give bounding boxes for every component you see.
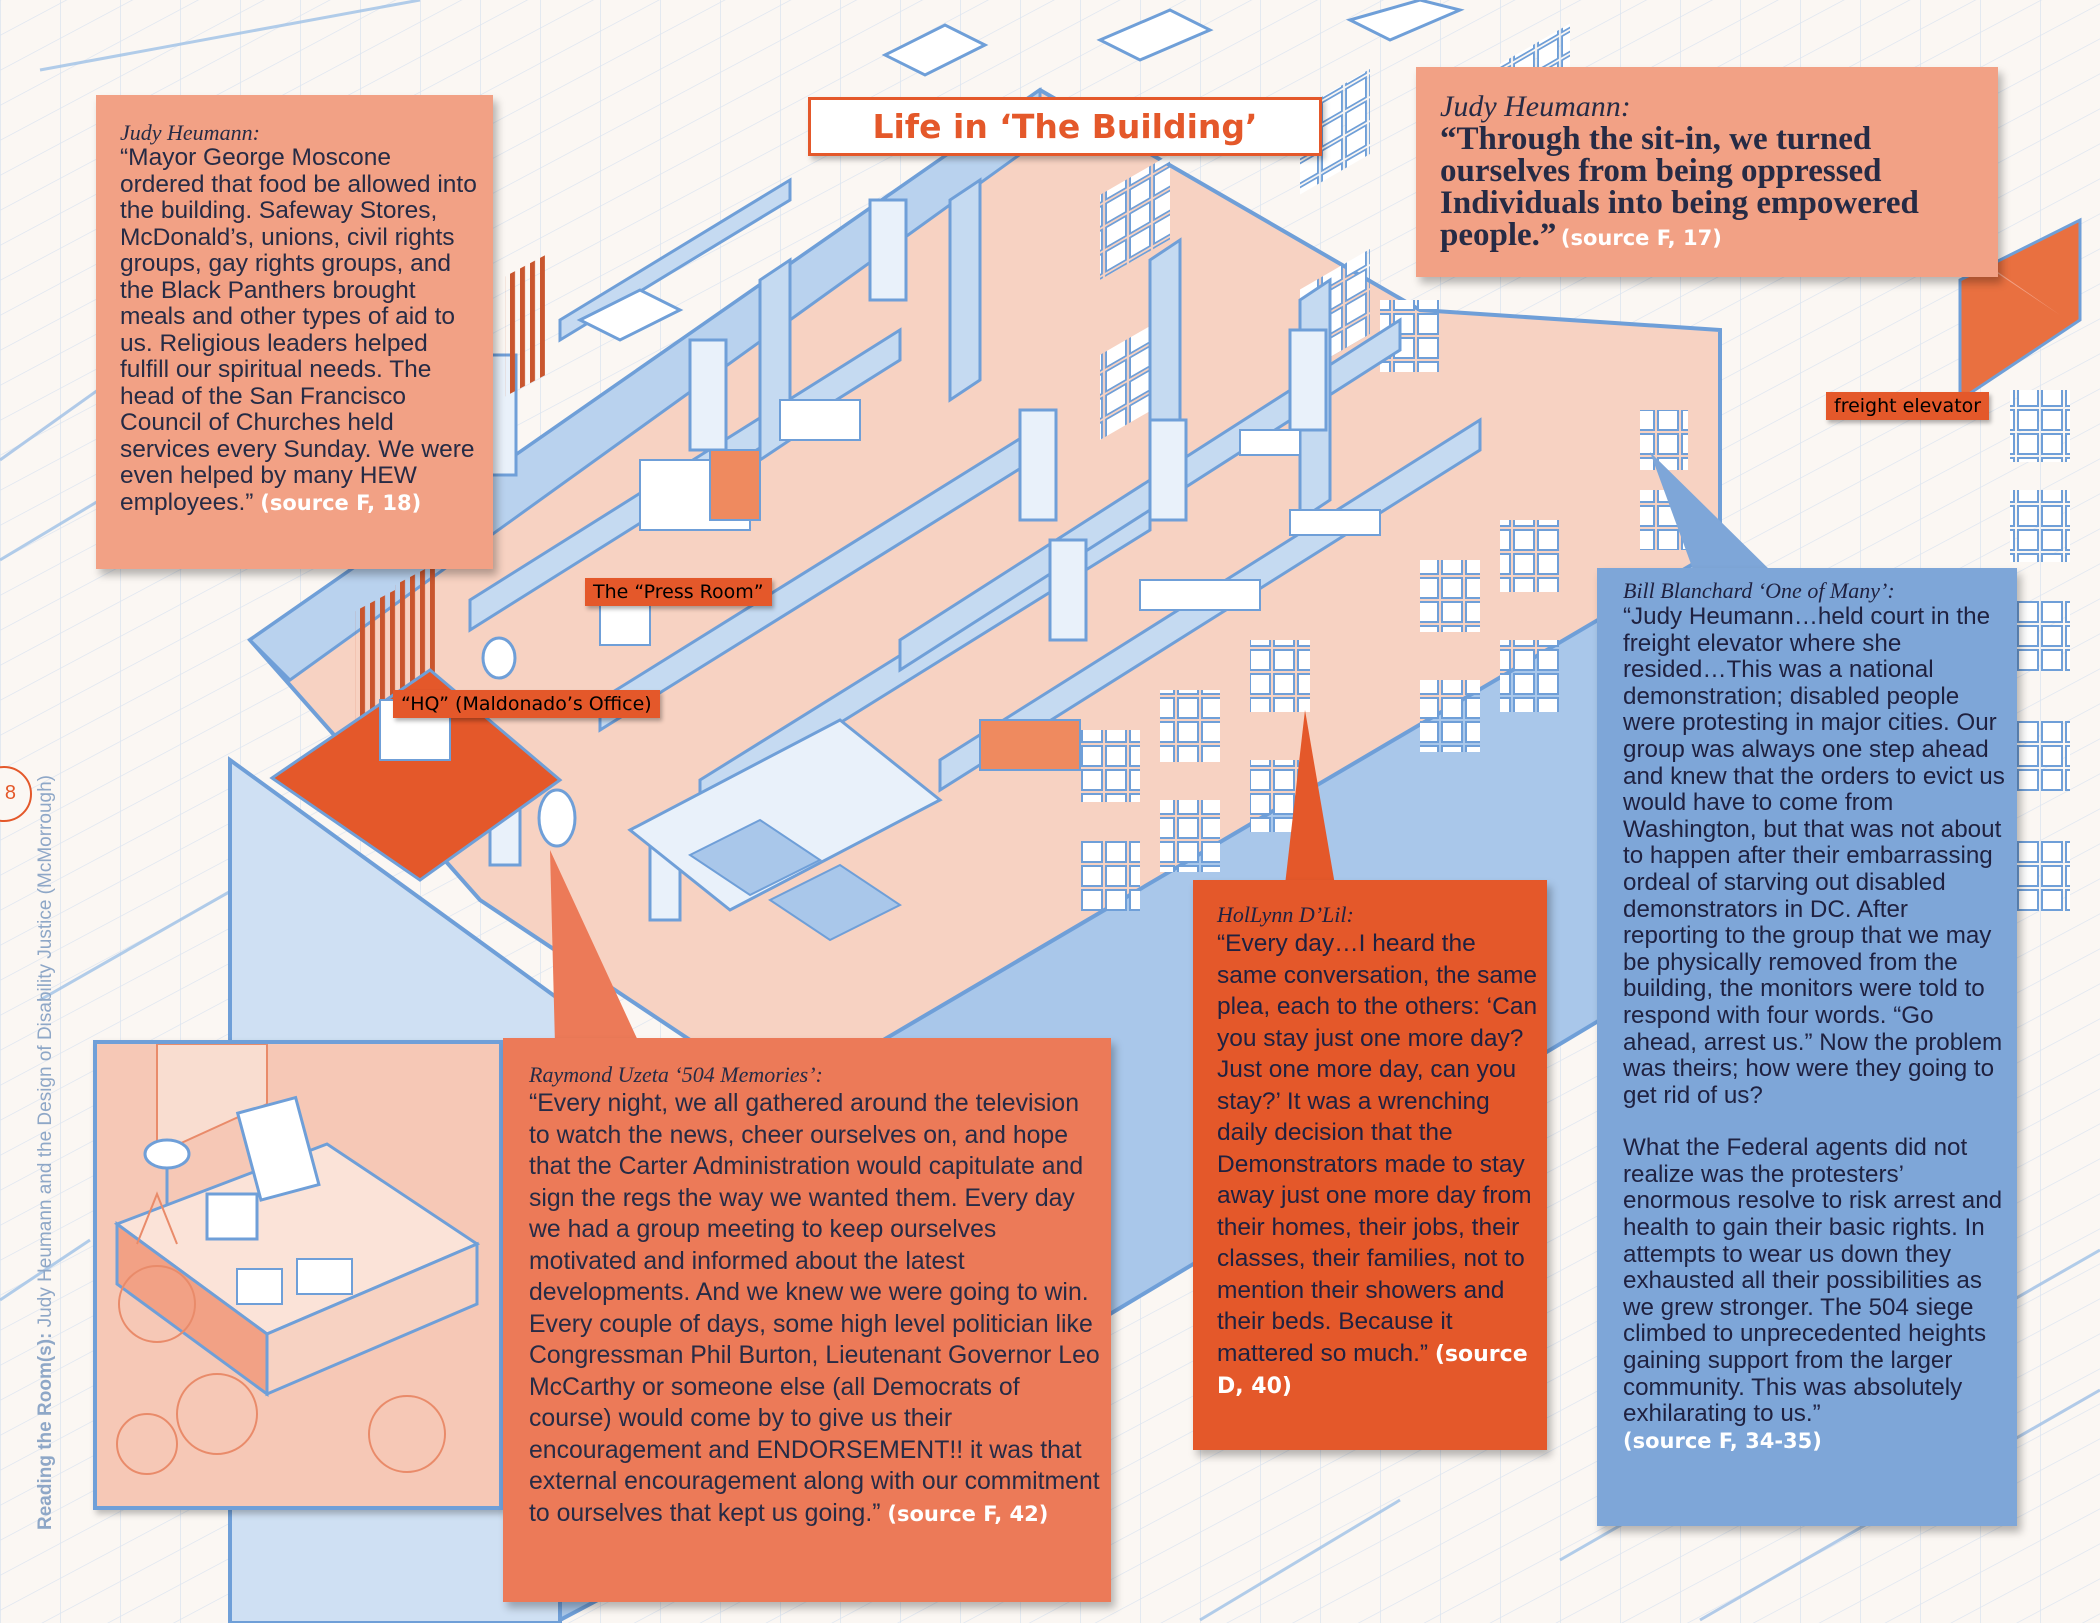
quote-attribution: Bill Blanchard ‘One of Many’: [1623, 578, 1895, 603]
quote-source: (source D, 40) [1217, 1341, 1528, 1399]
inset-illustration [93, 1040, 503, 1510]
label-freight-elevator: freight elevator [1826, 392, 1989, 420]
quote-source: (source F, 34-35) [1623, 1428, 1822, 1453]
quote-hollynn-dlil [1193, 880, 1547, 1450]
quote-judy-heumann-food [96, 95, 493, 569]
running-caption-rest: Judy Heumann and the Design of Disability Justice (McMorrough) [35, 775, 56, 1333]
quote-judy-heumann-sitin [1416, 67, 1998, 277]
quote-source: (source F, 42) [887, 1501, 1049, 1526]
quote-bill-blanchard [1597, 568, 2017, 1526]
quote-raymond-uzeta [503, 1038, 1111, 1602]
quote-source: (source F, 17) [1560, 226, 1722, 250]
page-title: Life in ‘The Building’ [808, 97, 1322, 156]
label-hq: “HQ” (Maldonado’s Office) [393, 690, 660, 718]
quote-text: “Through the sit-in, we turned ourselves from being oppressed Individuals into being empowered people.” [1440, 121, 1919, 253]
quote-text: “Every day…I heard the same conversation, the same plea, each to the others: ‘Can you stay just one more day? Just one more day, can you stay?’ It was a wrenching daily decision that the Demonstrators made to stay away just one more day from their homes, their jobs, their classes, their families, not to mention their showers and their beds. Because it mattered so much.” [1217, 930, 1538, 1367]
quote-text: “Judy Heumann…held court in the freight elevator where she resided…This was a national demonstration; disabled people were protesting in major cities. Our group was always one step ahead and knew that the orders to evict us would have to come from Washington, but that was not about to happen after their embarrassing ordeal of starving out disabled demonstrators in DC. After reporting to the group that we may be physically removed from the building, the monitors were told to respond with four words. “Go ahead, arrest us.” Now the problem was theirs; how were they going to get rid of us? [1623, 603, 2005, 1109]
quote-attribution: Raymond Uzeta ‘504 Memories’: [529, 1062, 823, 1087]
quote-text: “Every night, we all gathered around the television to watch the news, cheer ourselves on, and hope that the Carter Administration would capitulate and sign the regs the way we wanted them. Every day we had a group meeting to keep ourselves motivated and informed about the latest developments. And we knew we were going to win. Every couple of days, some high level politician like Congressman Phil Burton, Lieutenant Governor Leo McCarthy or someone else (all Democrats of course) would come by to give us their encouragement and ENDORSEMENT!! it was that external encouragement along with our commitment to ourselves that kept us going.” [529, 1090, 1100, 1527]
quote-attribution: Judy Heumann: [1440, 90, 1631, 123]
quote-source: (source F, 18) [260, 490, 422, 515]
label-press-room: The “Press Room” [585, 578, 772, 606]
running-caption [35, 775, 57, 1530]
page-number: 8 [4, 782, 16, 804]
running-caption-bold: Reading the Room(s): [35, 1332, 56, 1530]
quote-text-continued: What the Federal agents did not realize was the protesters’ enormous resolve to risk arrest and health to gain their basic rights. In attempts to wear us down they exhausted all their possibilities as we grew stronger. The 504 siege climbed to unprecedented heights gaining support from the larger community. This was absolutely exhilarating to us.” [1623, 1134, 2003, 1428]
quote-attribution: HolLynn D’Lil: [1217, 902, 1354, 927]
quote-attribution: Judy Heumann: [120, 120, 260, 145]
quote-text: “Mayor George Moscone ordered that food be allowed into the building. Safeway Stores, McDonald’s, unions, civil rights groups, gay rights groups, and the Black Panthers brought meals and other types of aid to us. Religious leaders helped fulfill our spiritual needs. The head of the San Francisco Council of Churches held services every Sunday. We were even helped by many HEW employees.” [120, 144, 477, 516]
